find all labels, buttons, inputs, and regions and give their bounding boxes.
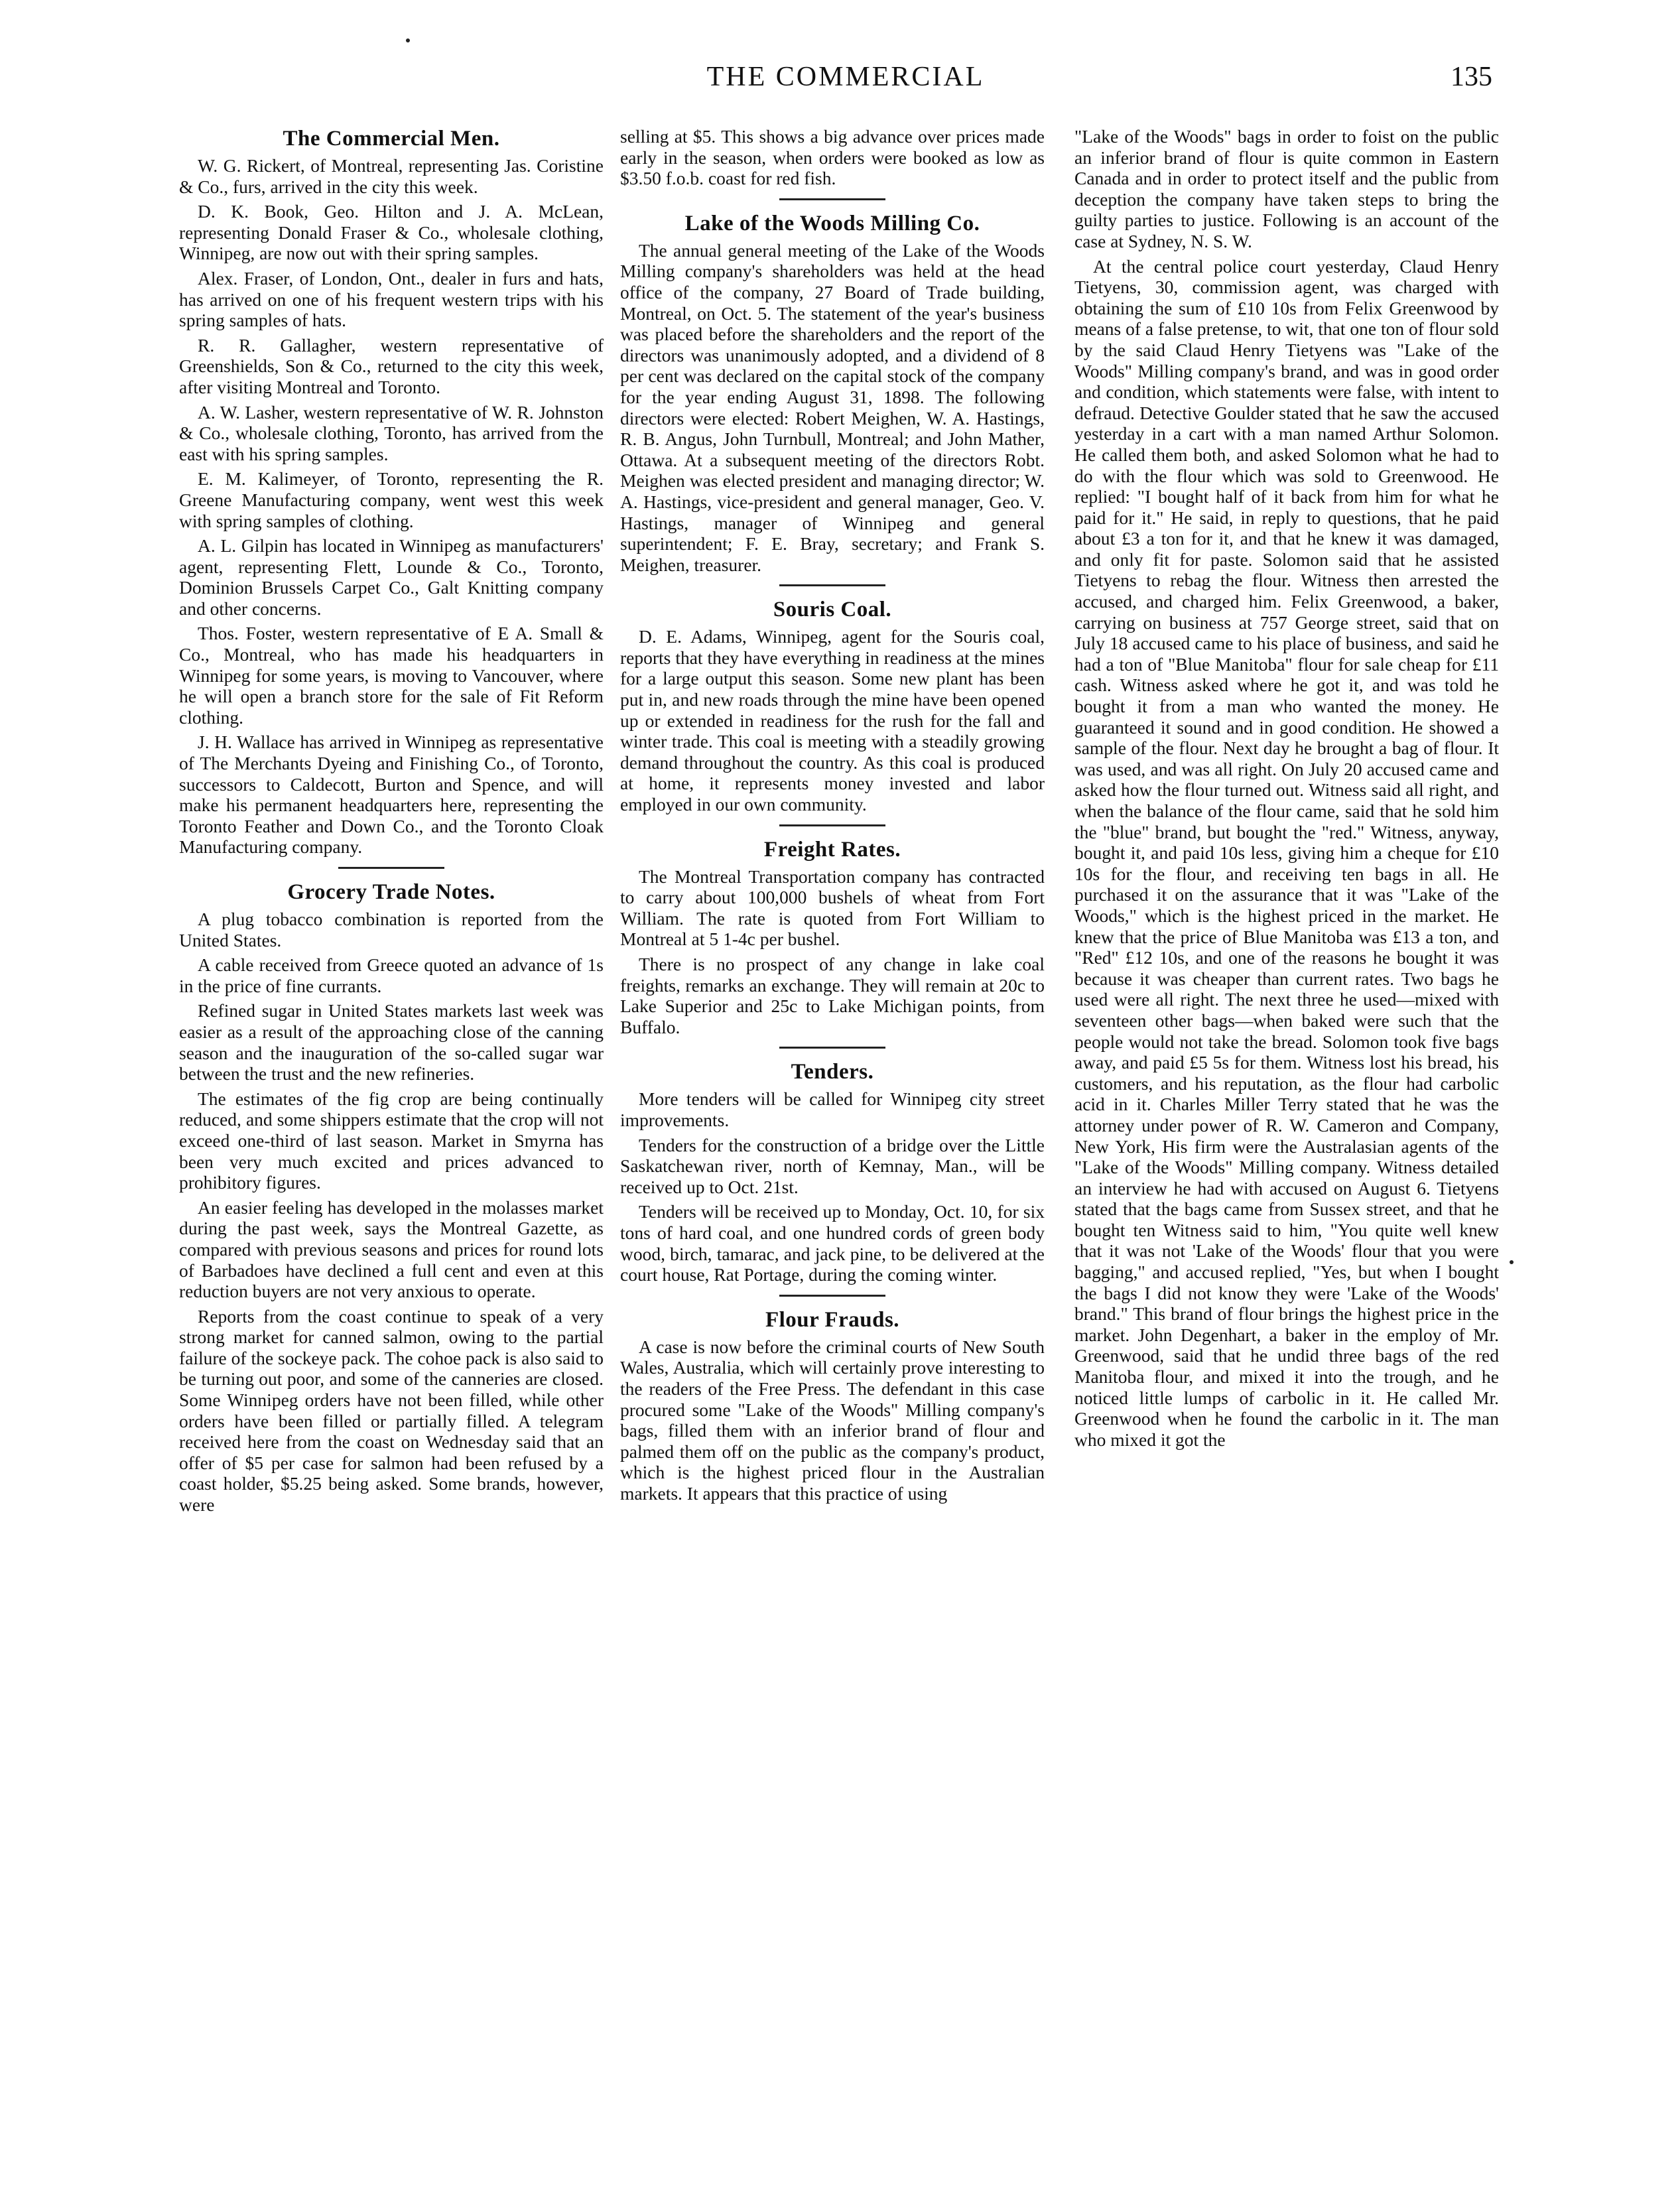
paragraph: Refined sugar in United States markets last week was easier as a result of the approaching close of the canning season and the inauguration of the so-called sugar war between the trust and the new refineries. xyxy=(179,1000,604,1084)
page-number: 135 xyxy=(1451,62,1492,92)
paragraph: A. W. Lasher, western representative of W. R. Johnston & Co., wholesale clothing, Toronto, has arrived from the east with his spring samples. xyxy=(179,401,604,464)
publication-title: THE COMMERCIAL xyxy=(706,62,985,92)
paragraph: A case is now before the criminal courts of New South Wales, Australia, which will certainly prove interesting to the readers of the Free Press. The defendant in this case procured some "Lake of the Woods" Milling company's bags, filled them with an inferior brand of flour and palmed them off on the public as the company's product, which is the highest priced flour in the Australian markets. It appears that this practice of using xyxy=(620,1336,1045,1504)
section-divider xyxy=(338,867,444,869)
section-divider xyxy=(779,824,885,826)
section-divider xyxy=(779,584,885,586)
column-middle xyxy=(620,126,1045,1508)
paragraph: R. R. Gallagher, western representative of Greenshields, Son & Co., returned to the city this week, after visiting Montreal and Toronto. xyxy=(179,334,604,397)
paragraph: E. M. Kalimeyer, of Toronto, representing the R. Greene Manufacturing company, went west this week with spring samples of clothing. xyxy=(179,468,604,531)
heading-flour-frauds: Flour Frauds. xyxy=(765,1307,900,1332)
section-divider xyxy=(779,1047,885,1049)
paragraph: D. E. Adams, Winnipeg, agent for the Souris coal, reports that they have everything in readiness at the mines for a large output this season. Some new plant has been put in, and new roads through the mine have been opened up or extended in readiness for the rush for the fall and winter trade. This coal is meeting with a steadily growing demand throughout the country. As this coal is produced at home, it represents money invested and labor employed in our own community. xyxy=(620,626,1045,815)
print-speck xyxy=(406,38,410,42)
section-divider xyxy=(779,1295,885,1297)
paragraph: The estimates of the fig crop are being continually reduced, and some shippers estimate that the crop will not exceed one-third of last season. Market in Smyrna has been very much excited and prices advanced to prohibitory figures. xyxy=(179,1088,604,1193)
heading-souris-coal: Souris Coal. xyxy=(773,598,892,622)
heading-tenders: Tenders. xyxy=(791,1060,874,1084)
paragraph: "Lake of the Woods" bags in order to foist on the public an inferior brand of flour is quite common in Eastern Canada and in order to protect itself and the public from deception the company have taken steps to bring the guilty parties to justice. Following is an account of the case at Sydney, N. S. W. xyxy=(1074,126,1499,251)
heading-grocery-trade-notes: Grocery Trade Notes. xyxy=(287,880,495,904)
paragraph: A plug tobacco combination is reported from the United States. xyxy=(179,909,604,950)
paragraph: Alex. Fraser, of London, Ont., dealer in furs and hats, has arrived on one of his frequent western trips with his spring samples of hats. xyxy=(179,267,604,331)
paragraph: The Montreal Transportation company has contracted to carry about 100,000 bushels of wheat from Fort William. The rate is quoted from Fort William to Montreal at 5 1-4c per bushel. xyxy=(620,866,1045,950)
paragraph: Tenders for the construction of a bridge over the Little Saskatchewan river, north of Kemnay, Man., will be received up to Oct. 21st. xyxy=(620,1134,1045,1197)
section-divider xyxy=(779,198,885,200)
paragraph: D. K. Book, Geo. Hilton and J. A. McLean, representing Donald Fraser & Co., wholesale clothing, Winnipeg, are now out with their spring samples. xyxy=(179,201,604,264)
print-speck xyxy=(1510,1260,1514,1264)
paragraph: A cable received from Greece quoted an advance of 1s in the price of fine currants. xyxy=(179,954,604,996)
paragraph: There is no prospect of any change in lake coal freights, remarks an exchange. They will remain at 20c to Lake Superior and 25c to Lake Michigan points, from Buffalo. xyxy=(620,954,1045,1037)
paragraph: J. H. Wallace has arrived in Winnipeg as representative of The Merchants Dyeing and Finishing Co., of Toronto, successors to Caldecott, Burton and Spence, and will make his permanent headquarters here, representing the Toronto Feather and Down Co., and the Toronto Cloak Manufacturing company. xyxy=(179,732,604,858)
paragraph: Tenders will be received up to Monday, Oct. 10, for six tons of hard coal, and one hundred cords of green body wood, birch, tamarac, and jack pine, to be delivered at the court house, Rat Portage, during the coming winter. xyxy=(620,1201,1045,1285)
column-right xyxy=(1074,126,1499,1454)
paragraph: The annual general meeting of the Lake of the Woods Milling company's shareholders was held at the head office of the company, 27 Board of Trade building, Montreal, on Oct. 5. The statement of the year's business was placed before the shareholders and the report of the directors was unanimously adopted, and a dividend of 8 per cent was declared on the capital stock of the company for the year ending August 31, 1898. The following directors were elected: Robert Meighen, W. A. Hastings, R. B. Angus, John Turnbull, Montreal; and John Mather, Ottawa. At a subsequent meeting of the directors Robt. Meighen was elected president and managing director; W. A. Hastings, vice-president and general manager, Geo. V. Hastings, manager of Winnipeg and general superintendent; F. E. Bray, secretary; and Frank S. Meighen, treasurer. xyxy=(620,239,1045,575)
paragraph: Reports from the coast continue to speak of a very strong market for canned salmon, owing to the partial failure of the sockeye pack. The cohoe pack is also said to be turning out poor, and some of the canneries are closed. Some Winnipeg orders have not been filled, while other orders have been filled or partially filled. A telegram received here from the coast on Wednesday said that an offer of $5 per case for salmon had been refused by a coast holder, $5.25 being asked. Some brands, however, were xyxy=(179,1305,604,1516)
page-header xyxy=(179,61,1512,101)
paragraph: An easier feeling has developed in the molasses market during the past week, says the Montreal Gazette, as compared with previous seasons and prices for round lots of Barbadoes have declined a full cent and even at this reduction buyers are not very anxious to operate. xyxy=(179,1197,604,1302)
paragraph: A. L. Gilpin has located in Winnipeg as manufacturers' agent, representing Flett, Lounde & Co., Toronto, Dominion Brussels Carpet Co., Galt Knitting company and other concerns. xyxy=(179,535,604,619)
heading-lake-of-the-woods: Lake of the Woods Milling Co. xyxy=(684,211,980,235)
paragraph: More tenders will be called for Winnipeg city street improvements. xyxy=(620,1088,1045,1130)
heading-freight-rates: Freight Rates. xyxy=(763,837,901,862)
heading-commercial-men: The Commercial Men. xyxy=(283,127,500,151)
paragraph: At the central police court yesterday, Claud Henry Tietyens, 30, commission agent, was charged with obtaining the sum of £10 10s from Felix Greenwood by means of a false pretense, to wit, that one ton of flour sold by the said Claud Henry Tietyens was "Lake of the Woods" Milling company's brand, and was in good order and condition, which statements were false, with intent to defraud. Detective Goulder stated that he saw the accused yesterday in a cart with a man named Arthur Solomon. He called them both, and asked Solomon what he had to do with the flour which was sold to Greenwood. He replied: "I bought half of it back from him for what he paid for it." He said, in reply to questions, that he paid about £3 a ton for it, and that he knew it was damaged, and only fit for paste. Solomon said that he assisted Tietyens to rebag the flour. Witness then arrested the accused, and charged him. Felix Greenwood, a baker, carrying on business at 757 George street, said that on July 18 accused came to his place of business, and said he had a ton of "Blue Manitoba" flour for sale cheap for £11 cash. Witness asked where he got it, and was told he bought it from a man who wanted the money. He guaranteed it sound and in good condition. He showed a sample of the flour. Next day he brought a bag of flour. It was used, and was all right. On July 20 accused came and asked how the flour turned out. Witness said all right, and when the balance of the flour came, said that he sold him the "blue" brand, but bought the "red." Witness, anyway, bought it, and paid 10s less, giving him a cheque for £10 10s for the flour, and receiving ten bags in all. He purchased it on the assurance that it was "Lake of the Woods," which is the highest priced in the market. He knew that the price of Blue Manitoba was £13 a ton, and "Red" £12 10s, and one of the reasons he bought it was because it was cheaper than current rates. Two bags he used were all right. The next three he used—mixed with seventeen other bags—when baked were such that the people would not take the bread. Solomon took five bags away, and paid £5 5s for them. Witness lost his bread, his customers, and his reputation, as the flour had carbolic acid in it. Charles Miller Terry stated that he was the attorney under power of R. W. Cameron and Company, New York, His firm were the Australasian agents of the "Lake of the Woods" Milling company. Witness detailed an interview he had with accused on August 6. Tietyens stated that the bags came from Sussex street, and that he bought ten Witness said to him, "You quite well knew that it was not 'Lake of the Woods' flour that you were bagging," and accused replied, "Yes, but when I bought the bags I did not know they were 'Lake of the Woods' brand." This brand of flour brings the highest price in the market. John Degenhart, a baker in the employ of Mr. Greenwood, said that he undid three bags of the red Manitoba flour, and mixed it into the trough, and he noticed little lumps of carbolic in it. He called Mr. Greenwood when he found the carbolic in it. The man who mixed it got the xyxy=(1074,255,1499,1450)
column-left xyxy=(179,126,604,1520)
paragraph: W. G. Rickert, of Montreal, representing Jas. Coristine & Co., furs, arrived in the city this week. xyxy=(179,155,604,197)
paragraph: selling at $5. This shows a big advance over prices made early in the season, when orders were booked as low as $3.50 f.o.b. coast for red fish. xyxy=(620,126,1045,189)
paragraph: Thos. Foster, western representative of E A. Small & Co., Montreal, who has made his headquarters in Winnipeg for some years, is moving to Vancouver, where he will open a branch store for the sale of Fit Reform clothing. xyxy=(179,623,604,728)
